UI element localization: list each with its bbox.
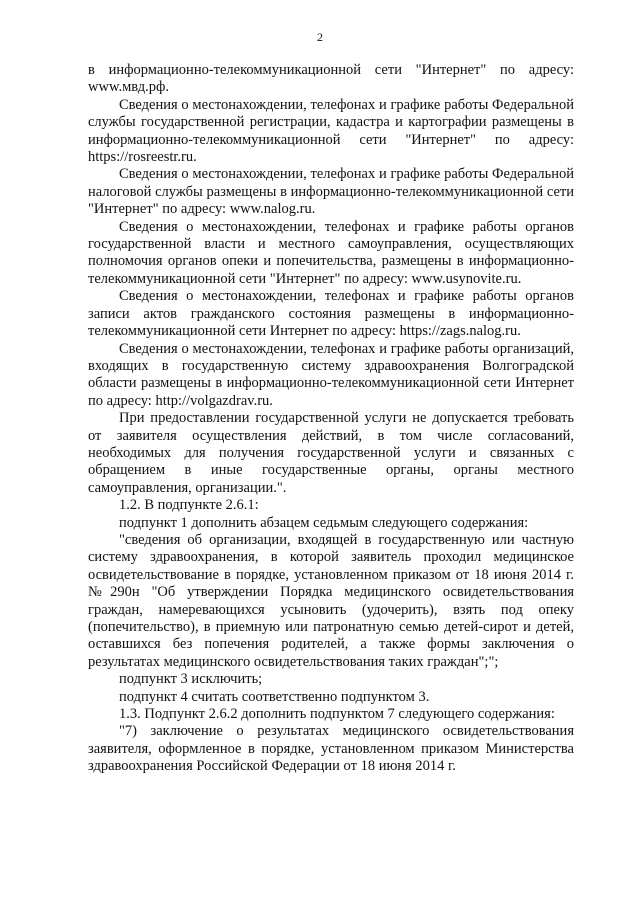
paragraph-subitem-1-addition: подпункт 1 дополнить абзацем седьмым следующего содержания:: [119, 514, 529, 531]
paragraph-item-1-3: 1.3. Подпункт 2.6.2 дополнить подпунктом 7 следующего содержания:: [119, 706, 555, 723]
paragraph-nalog: Сведения о местонахождении, телефонах и графике работы Федеральной налоговой службы размещены в информационно-телекоммуникационной сети "Интернет" по адресу: www.nalog.ru.: [88, 166, 574, 218]
paragraph-subitem-4-renumber: подпункт 4 считать соответственно подпунктом 3.: [119, 688, 430, 705]
page-number: 2: [317, 30, 323, 44]
paragraph-quoted-information: "сведения об организации, входящей в государственную или частную систему здравоохранения, в которой заявитель проходил медицинское освидетельствование в порядке, установленном приказом от 18 июня 2014 г. №290н "Об утверждении Порядка медицинского освидетельствования граждан, намеревающихся усыновить (удочерить), взять под опеку (попечительство), в приемную или патронатную семью детей-сирот и детей, оставшихся без попечения родителей, а также формы заключения о результатах медицинского освидетельствования таких граждан";";: [88, 531, 574, 670]
paragraph-subitem-7-text: "7) заключение о результатах медицинского освидетельствования заявителя, оформленное в порядке, установленном приказом Министерства здравоохранения Российской Федерации от 18 июня 2014 г.: [88, 723, 574, 775]
document-body: [88, 62, 574, 776]
paragraph-subitem-3-exclude: подпункт 3 исключить;: [119, 671, 263, 688]
paragraph-healthcare-organizations: Сведения о местонахождении, телефонах и графике работы организаций, входящих в государственную систему здравоохранения Волгоградской области размещены в информационно-телекоммуникационной сети Интернет по адресу: http://volgazdrav.ru.: [88, 340, 574, 409]
paragraph-rosreestr: Сведения о местонахождении, телефонах и графике работы Федеральной службы государственной регистрации, кадастра и картографии размещены в информационно-телекоммуникационной сети "Интернет" по адресу: https://rosreestr.ru.: [88, 96, 574, 166]
paragraph-guardianship-bodies: Сведения о местонахождении, телефонах и графике работы органов государственной власти и местного самоуправления, осуществляющих полномочия органов опеки и попечительства, размещены в информационно-телекоммуникационной сети "Интернет" по адресу: www.usynovite.ru.: [88, 218, 574, 287]
paragraph-zags: Сведения о местонахождении, телефонах и графике работы органов записи актов гражданского состояния размещены в информационно-телекоммуникационной сети Интернет по адресу: https://zags.nalog.ru.: [88, 288, 574, 340]
paragraph-mvd-address: в информационно-телекоммуникационной сети "Интернет" по адресу: www.мвд.рф.: [88, 62, 574, 96]
paragraph-item-1-2: 1.2. В подпункте 2.6.1:: [119, 497, 259, 514]
paragraph-prohibition: При предоставлении государственной услуги не допускается требовать от заявителя осуществления действий, в том числе согласований, необходимых для получения государственной услуги и связанных с обращением в иные государственные органы, органы местного самоуправления, организации.".: [88, 410, 574, 496]
